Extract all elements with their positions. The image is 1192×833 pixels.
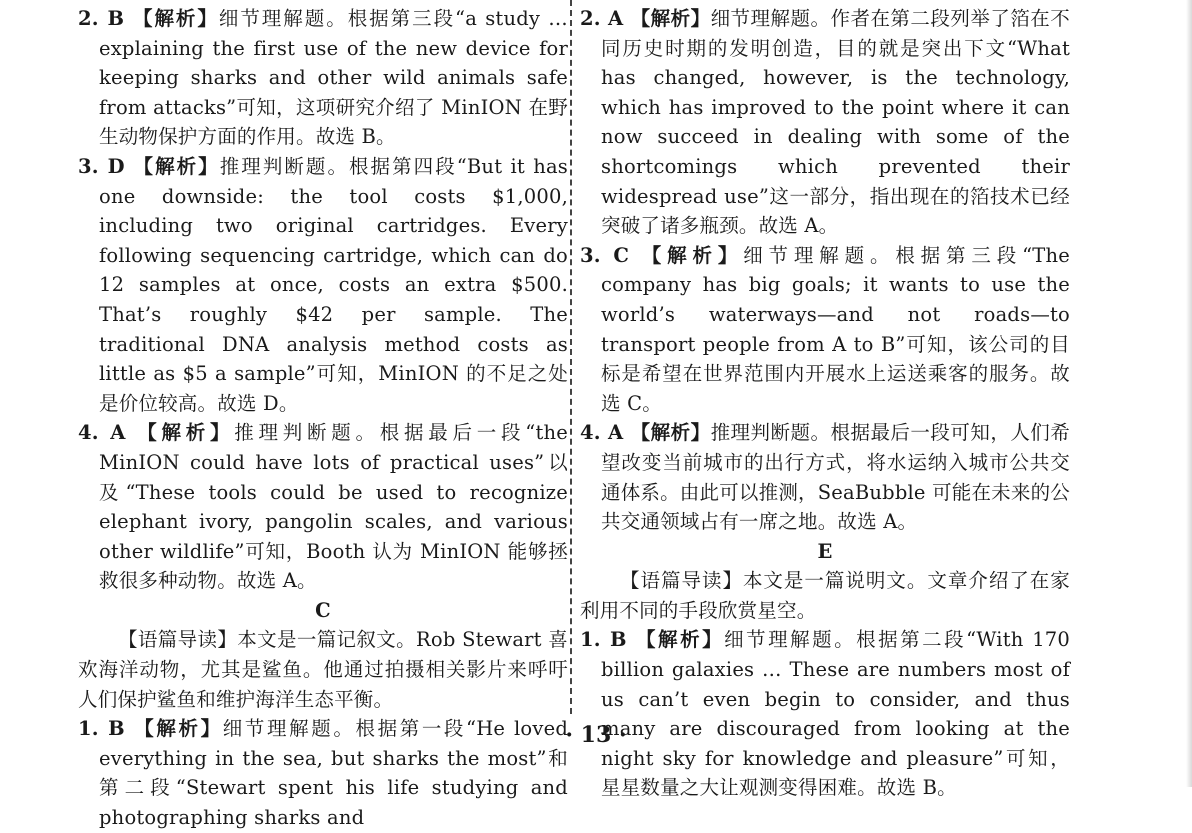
analysis-tag: 【解析】 [132,7,219,30]
passage-intro: 【语篇导读】本文是一篇记叙文。Rob Stewart 喜欢海洋动物，尤其是鲨鱼。他通过拍摄相关影片来呼吁人们保护鲨鱼和维护海洋生态平衡。 [78,628,568,711]
analysis-tag: 【解析】 [137,421,235,445]
answer-text: 细节理解题。根据第三段“The company has big goals; it wants to use the world’s waterways—and not roads—to transport people from A to B”可知，该公司的目标是希望在世界范围内开展水上运送乘客的服务。故选 C。 [601,243,1070,415]
answer-text: 细节理解题。根据第三段“a study … explaining the first use of the new device for keeping sharks and other wild animals safe from attacks”可知，这项研究介绍了 MinION 在野生动物保护方面的作用。故选 B。 [99,7,568,149]
answer-number: 1. B [580,628,637,652]
section-heading: E [817,539,833,563]
answer-item [78,4,568,152]
answer-text: 细节理解题。根据第二段“With 170 billion galaxies … These are numbers most of us can’t even begin to consider, and thus many are discouraged from looking at the night sky for knowledge and pleasure”可知，星星数量之大让观测变得困难。故选 B。 [601,628,1071,800]
answer-number: 1. B [78,717,135,741]
right-column [580,4,1070,803]
answer-item [78,418,568,596]
analysis-tag: 【解析】 [641,243,744,267]
answer-item [580,4,1070,241]
answer-number: 2. B [78,7,133,30]
analysis-tag: 【解析】 [134,717,223,741]
analysis-tag: 【解析】 [133,154,220,178]
answer-item [580,241,1070,419]
passage-intro: 【语篇导读】本文是一篇说明文。文章介绍了在家利用不同的手段欣赏星空。 [580,569,1070,622]
column-divider [570,0,572,714]
answer-number: 4. A [580,421,631,445]
left-column [78,4,568,833]
answer-text: 推理判断题。根据最后一段可知，人们希望改变当前城市的出行方式，将水运纳入城市公共交通体系。由此可以推测，SeaBubble 可能在未来的公共交通领域占有一席之地。故选 A。 [601,421,1070,534]
answer-text: 细节理解题。根据第一段“He loved everything in the sea, but sharks the most”和第二段“Stewart spent his life studying and photographing sharks and [99,717,568,830]
answer-item [580,625,1070,803]
answer-number: 4. A [78,421,138,445]
answer-number: 3. C [580,243,642,267]
page-edge-shadow [1186,0,1192,787]
answer-item [78,152,568,418]
answer-text: 细节理解题。作者在第二段列举了箔在不同历史时期的发明创造，目的就是突出下文“What has changed, however, is the technology, which has improved to the point where it can now succeed in dealing with some of the shortcomings which prevented their widespread use”这一部分，指出现在的箔技术已经突破了诸多瓶颈。故选 A。 [601,7,1070,238]
answer-text: 推理判断题。根据第四段“But it has one downside: the tool costs $1,000, including two original cartridges. Every following sequencing cartridge, which can do 12 samples at once, costs an extra $500. That’s roughly $42 per sample. The traditional DNA analysis method costs as little as $5 a sample”可知，MinION 的不足之处是价位较高。故选 D。 [99,154,568,415]
answer-item [580,418,1070,536]
analysis-tag: 【解析】 [630,7,711,30]
section-heading: C [315,598,331,622]
answer-number: 3. D [78,154,134,178]
answer-text: 推理判断题。根据最后一段“the MinION could have lots of practical uses”以及“These tools could be used to recognize elephant ivory, pangolin scales, and various other wildlife”可知，Booth 认为 MinION 能够拯救很多种动物。故选 A。 [99,421,568,593]
analysis-tag: 【解析】 [630,421,711,445]
page-number: · 13 · [565,722,627,748]
analysis-tag: 【解析】 [636,628,725,652]
answer-number: 2. A [580,7,631,30]
